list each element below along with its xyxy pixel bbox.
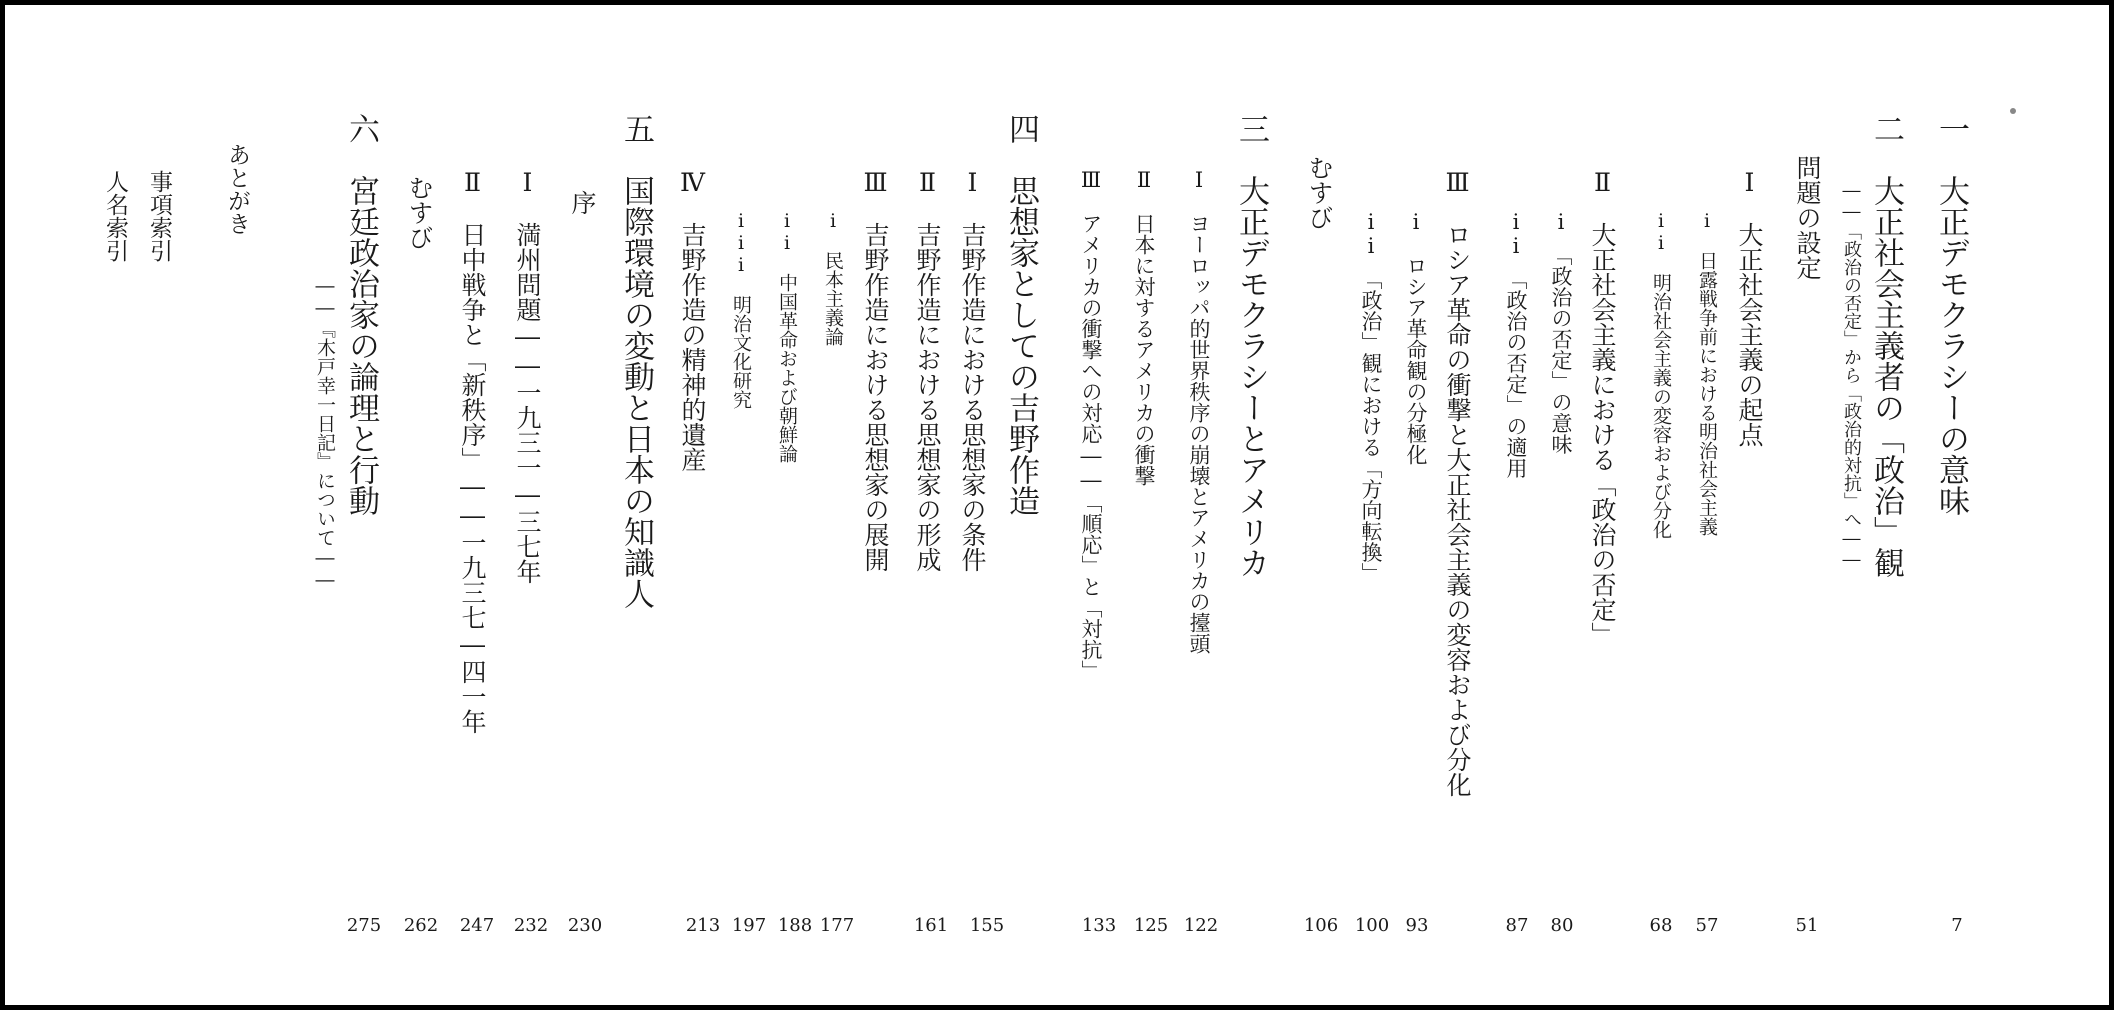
toc-section: Ⅲ 吉野作造における思想家の展開 [861, 168, 890, 572]
toc-subsection: ii 「政治の否定」の適用 [1504, 210, 1528, 479]
toc-section: 序 [568, 190, 597, 215]
toc-chapter-6-subtitle: ――『木戸幸一日記』について―― [314, 275, 336, 591]
toc-page-number: 7 [1951, 915, 1963, 936]
toc-section: Ⅱ 日中戦争と「新秩序」――一九三七―四一年 [458, 168, 487, 734]
toc-subsection: i 民本主義論 [822, 210, 844, 346]
toc-chapter-6: 六 宮廷政治家の論理と行動 [343, 113, 379, 516]
toc-section: Ⅱ 大正社会主義における「政治の否定」 [1588, 168, 1617, 647]
ink-spot [2010, 108, 2016, 114]
toc-page-number: 57 [1695, 915, 1719, 936]
toc-page-number: 133 [1081, 915, 1117, 936]
toc-page-number: 230 [567, 915, 603, 936]
toc-page-number: 177 [819, 915, 855, 936]
toc-chapter-2: 二 大正社会主義者の「政治」観 [1868, 113, 1904, 578]
toc-section: Ⅰ 吉野作造における思想家の条件 [958, 168, 987, 572]
toc-page-number: 188 [777, 915, 813, 936]
toc-page-number: 100 [1354, 915, 1390, 936]
toc-afterword: あとがき [224, 143, 250, 235]
toc-page-number: 232 [513, 915, 549, 936]
toc-page-number: 275 [346, 915, 382, 936]
toc-chapter-5: 五 国際環境の変動と日本の知識人 [618, 113, 654, 609]
toc-subsection: ii 「政治」観における「方向転換」 [1359, 210, 1383, 584]
toc-page-number: 262 [403, 915, 439, 936]
toc-page-number: 87 [1505, 915, 1529, 936]
toc-section: Ⅲ アメリカの衝撃への対応――「順応」と「対抗」 [1079, 168, 1103, 681]
toc-subsection: i 日露戦争前における明治社会主義 [1696, 210, 1718, 536]
toc-section: Ⅳ 吉野作造の精神的遺産 [678, 168, 707, 472]
toc-chapter-1: 一 大正デモクラシーの意味 [1933, 113, 1969, 516]
toc-section: Ⅰ 満州問題――一九三一―三七年 [513, 168, 542, 584]
toc-page-number: 155 [969, 915, 1005, 936]
toc-section: むすび [1305, 155, 1334, 230]
toc-page-number: 125 [1133, 915, 1169, 936]
toc-page-number: 247 [459, 915, 495, 936]
toc-section: Ⅱ 日本に対するアメリカの衝撃 [1132, 168, 1156, 486]
toc-subsection: ii 中国革命および朝鮮論 [776, 210, 798, 463]
toc-section: Ⅲ ロシア革命の衝撃と大正社会主義の変容および分化 [1443, 168, 1472, 797]
toc-subsection: iii 明治文化研究 [730, 210, 752, 409]
toc-chapter-2-subtitle: ――「政治の否定」から「政治的対抗」へ―― [1841, 180, 1862, 570]
toc-section: 問題の設定 [1793, 155, 1822, 280]
toc-subject-index: 事項索引 [146, 170, 172, 262]
toc-section: Ⅰ 大正社会主義の起点 [1735, 168, 1764, 447]
toc-page-number: 51 [1795, 915, 1819, 936]
toc-page-number: 122 [1183, 915, 1219, 936]
toc-subsection: i 「政治の否定」の意味 [1549, 210, 1573, 455]
toc-page-number: 213 [685, 915, 721, 936]
toc-page-number: 68 [1649, 915, 1673, 936]
toc-name-index: 人名索引 [102, 170, 128, 262]
toc-section: むすび [405, 175, 434, 250]
toc-page-number: 80 [1550, 915, 1574, 936]
toc-chapter-3: 三 大正デモクラシーとアメリカ [1233, 113, 1269, 578]
toc-page-number: 197 [731, 915, 767, 936]
toc-subsection: ii 明治社会主義の変容および分化 [1650, 210, 1672, 539]
toc-page-number: 161 [913, 915, 949, 936]
toc-section: Ⅰ ヨーロッパ的世界秩序の崩壊とアメリカの擡頭 [1187, 168, 1211, 654]
toc-page-number: 93 [1405, 915, 1429, 936]
toc-chapter-4: 四 思想家としての吉野作造 [1003, 113, 1039, 516]
toc-page-number: 106 [1303, 915, 1339, 936]
toc-section: Ⅱ 吉野作造における思想家の形成 [913, 168, 942, 572]
toc-subsection: i ロシア革命観の分極化 [1404, 210, 1428, 465]
